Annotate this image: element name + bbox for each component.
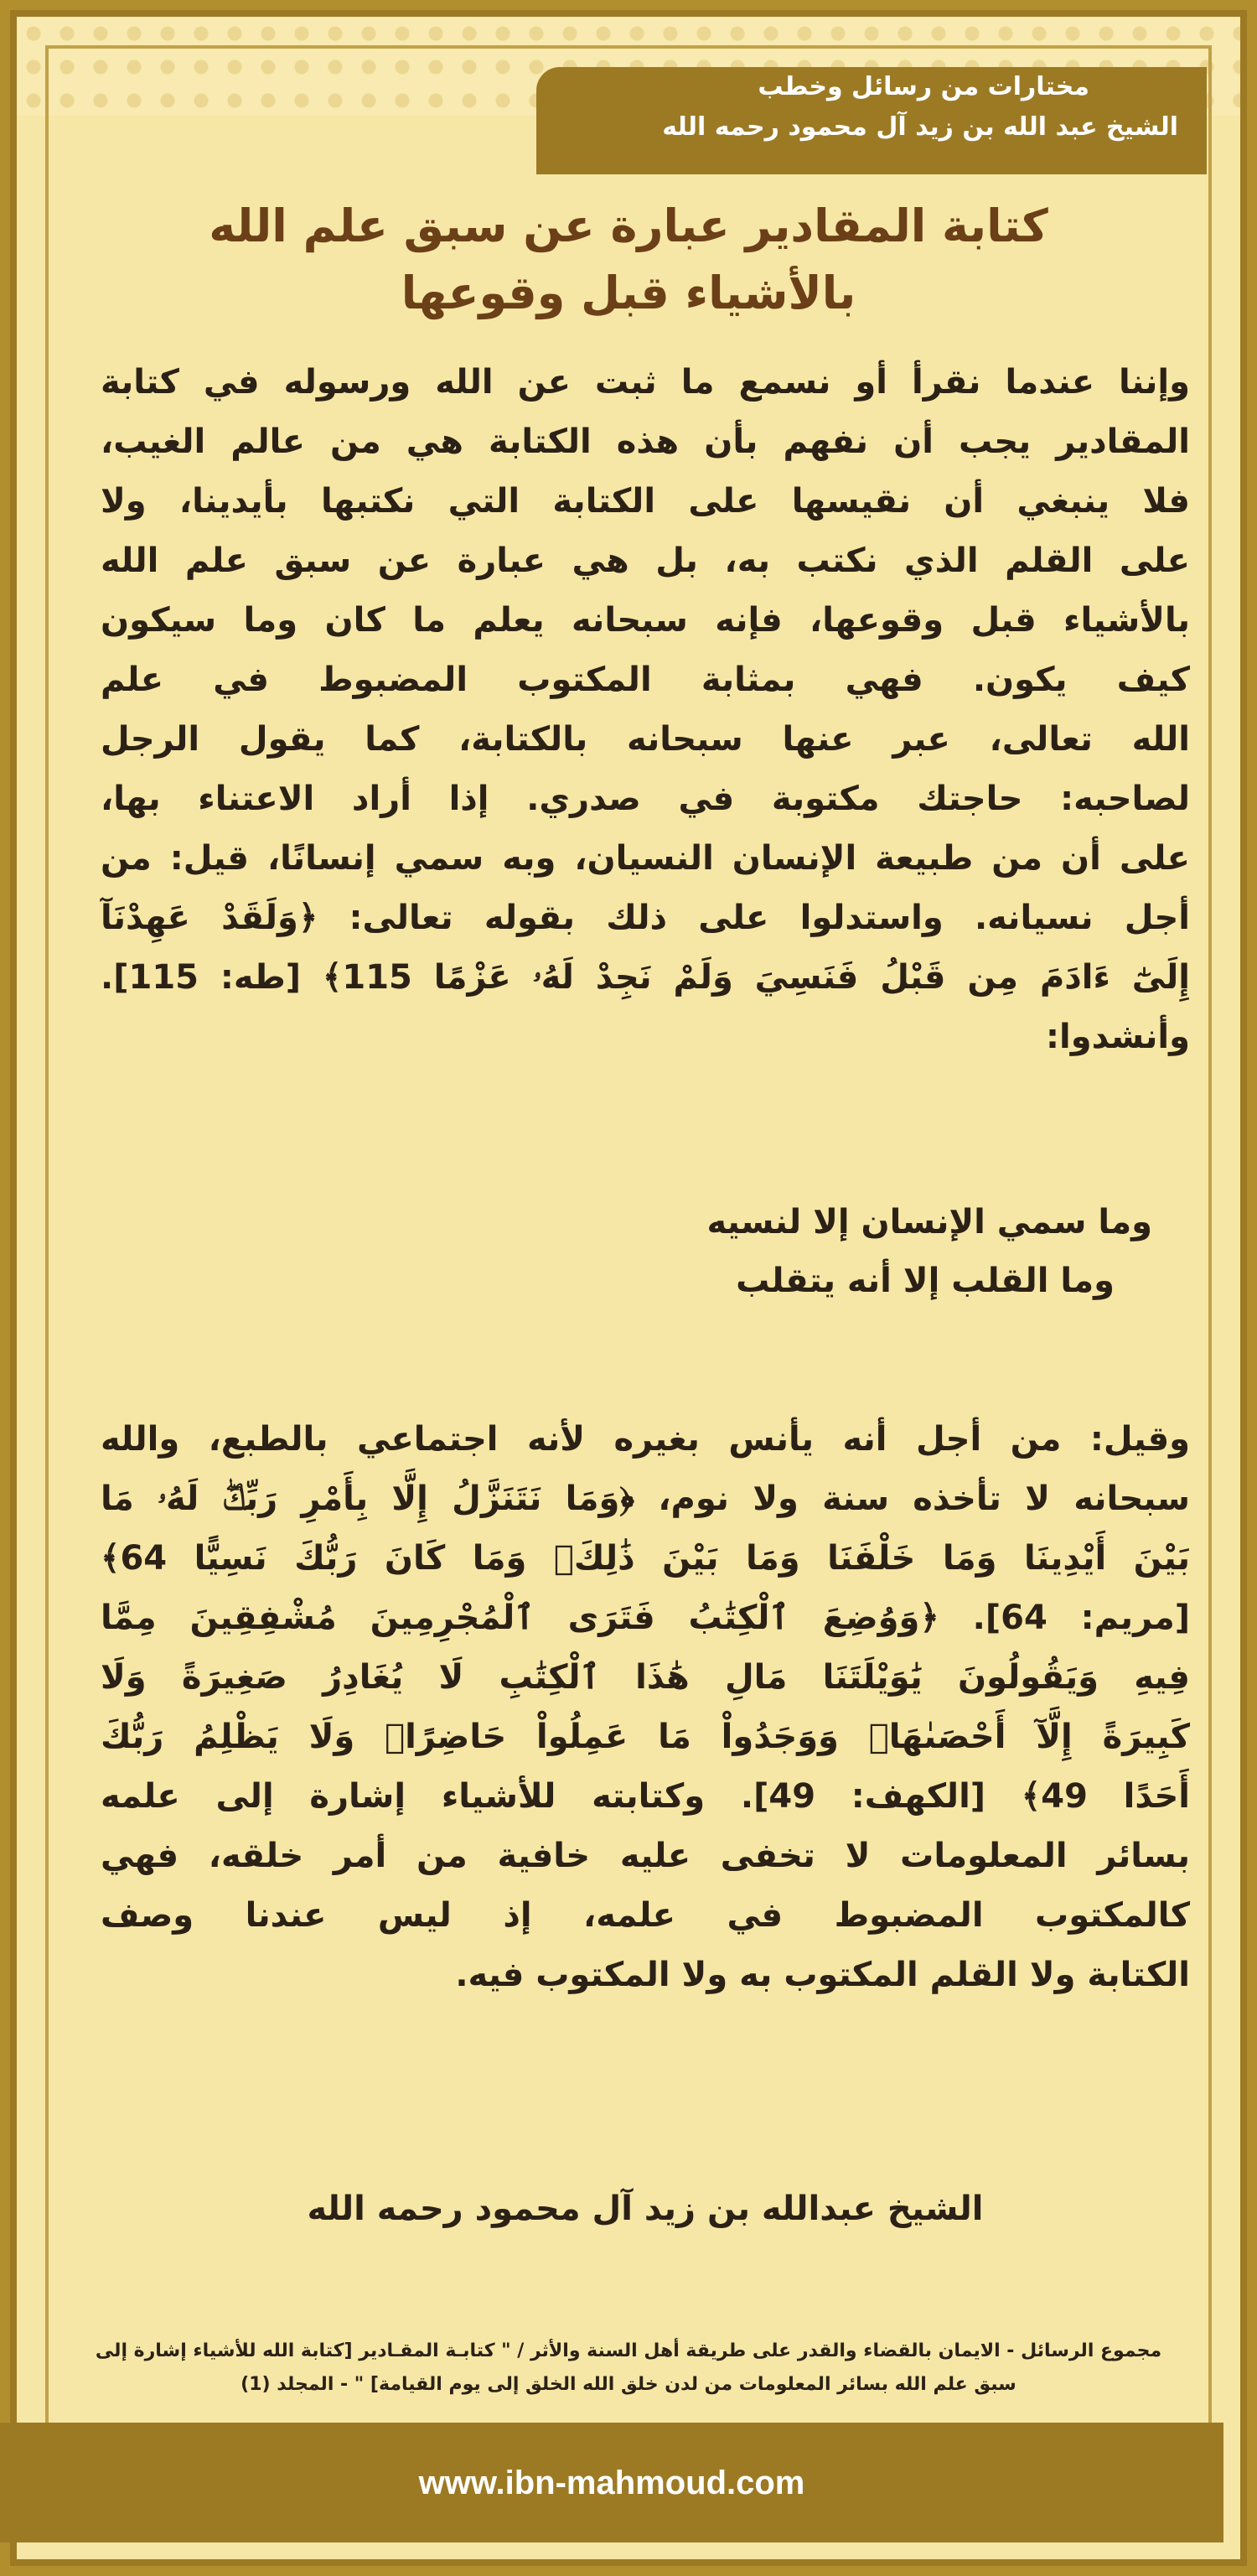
body-line: وقيل: من أجل أنه يأنس بغيره لأنه اجتماعي بالطبع، والله <box>101 1420 1190 1459</box>
series-header <box>536 67 1207 174</box>
source-citation-line2: سبق علم الله بسائر المعلومات من لدن خلق الله الخلق إلى يوم القيامة] " - المجلد (1) <box>241 2374 1016 2395</box>
poem-line: وما القلب إلا أنه يتقلب <box>736 1262 1115 1300</box>
body-line: كالمكتوب المضبوط في علمه، إذ ليس عندنا وصف <box>101 1896 1190 1935</box>
body-line: وإننا عندما نقرأ أو نسمع ما ثبت عن الله ورسوله في كتابة <box>101 363 1190 402</box>
body-line: لصاحبه: حاجتك مكتوبة في صدري. إذا أراد الاعتناء بها، <box>101 780 1190 818</box>
article-title-line2: بالأشياء قبل وقوعها <box>401 267 856 319</box>
body-line: بَيْنَ أَيْدِينَا وَمَا خَلْفَنَا وَمَا بَيْنَ ذَٰلِكَۚ وَمَا كَانَ رَبُّكَ نَسِيًّا 64﴾ <box>101 1539 1190 1578</box>
body-line: على القلم الذي نكتب به، بل هي عبارة عن سبق علم الله <box>101 542 1190 580</box>
body-line: كيف يكون. فهي بمثابة المكتوب المضبوط في علم <box>101 661 1190 699</box>
body-line: المقادير يجب أن نفهم بأن هذه الكتابة هي من عالم الغيب، <box>101 422 1190 461</box>
body-line: وأنشدوا: <box>1046 1018 1190 1056</box>
body-line: الله تعالى، عبر عنها سبحانه بالكتابة، كما يقول الرجل <box>101 720 1190 759</box>
article-title-line1: كتابة المقادير عبارة عن سبق علم الله <box>209 200 1048 252</box>
body-line: سبحانه لا تأخذه سنة ولا نوم، ﴿وَمَا نَتَنَزَّلُ إِلَّا بِأَمْرِ رَبِّكَۖ لَهُۥ مَا <box>101 1480 1190 1518</box>
body-line: [مريم: 64]. ﴿وَوُضِعَ ٱلْكِتَٰبُ فَتَرَى ٱلْمُجْرِمِينَ مُشْفِقِينَ مِمَّا <box>101 1599 1190 1637</box>
body-line: أجل نسيانه. واستدلوا على ذلك بقوله تعالى: ﴿وَلَقَدْ عَهِدْنَآ <box>101 899 1190 937</box>
body-line: بسائر المعلومات لا تخفى عليه خافية من أمر خلقه، فهي <box>101 1837 1190 1875</box>
body-line: إِلَىٰٓ ءَادَمَ مِن قَبْلُ فَنَسِيَ وَلَمْ نَجِدْ لَهُۥ عَزْمًا 115﴾ [طه: 115]. <box>101 958 1191 997</box>
inner-border <box>45 45 1212 2475</box>
website-link[interactable]: www.ibn-mahmoud.com <box>418 2465 805 2501</box>
body-line: فلا ينبغي أن نقيسها على الكتابة التي نكتبها بأيدينا، ولا <box>101 482 1190 521</box>
source-citation-line1: مجموع الرسائل - الايمان بالقضاء والقدر على طريقة أهل السنة والأثر / " كتابـة المقـادير [كتابة الله للأشياء إشارة إلى <box>95 2340 1162 2361</box>
series-title: مختارات من رسائل وخطب <box>758 72 1089 101</box>
body-line: كَبِيرَةً إِلَّآ أَحْصَىٰهَاۚ وَوَجَدُواْ مَا عَمِلُواْ حَاضِرًاۗ وَلَا يَظْلِمُ رَبُّكَ <box>101 1718 1190 1756</box>
body-line: فِيهِ وَيَقُولُونَ يَٰوَيْلَتَنَا مَالِ هَٰذَا ٱلْكِتَٰبِ لَا يُغَادِرُ صَغِيرَةً وَلَا <box>101 1658 1190 1697</box>
body-line: أَحَدًا 49﴾ [الكهف: 49]. وكتابته للأشياء إشارة إلى علمه <box>101 1777 1191 1816</box>
body-line: على أن من طبيعة الإنسان النسيان، وبه سمي إنسانًا، قيل: من <box>101 839 1190 878</box>
body-line: بالأشياء قبل وقوعها، فإنه سبحانه يعلم ما كان وما سيكون <box>101 601 1190 640</box>
series-author: الشيخ عبد الله بن زيد آل محمود رحمه الله <box>662 112 1178 142</box>
footer-bar <box>0 2423 1223 2542</box>
poem-line: وما سمي الإنسان إلا لنسيه <box>706 1203 1152 1241</box>
body-line: الكتابة ولا القلم المكتوب به ولا المكتوب فيه. <box>455 1956 1190 1994</box>
author-signature: الشيخ عبدالله بن زيد آل محمود رحمه الله <box>307 2190 984 2228</box>
